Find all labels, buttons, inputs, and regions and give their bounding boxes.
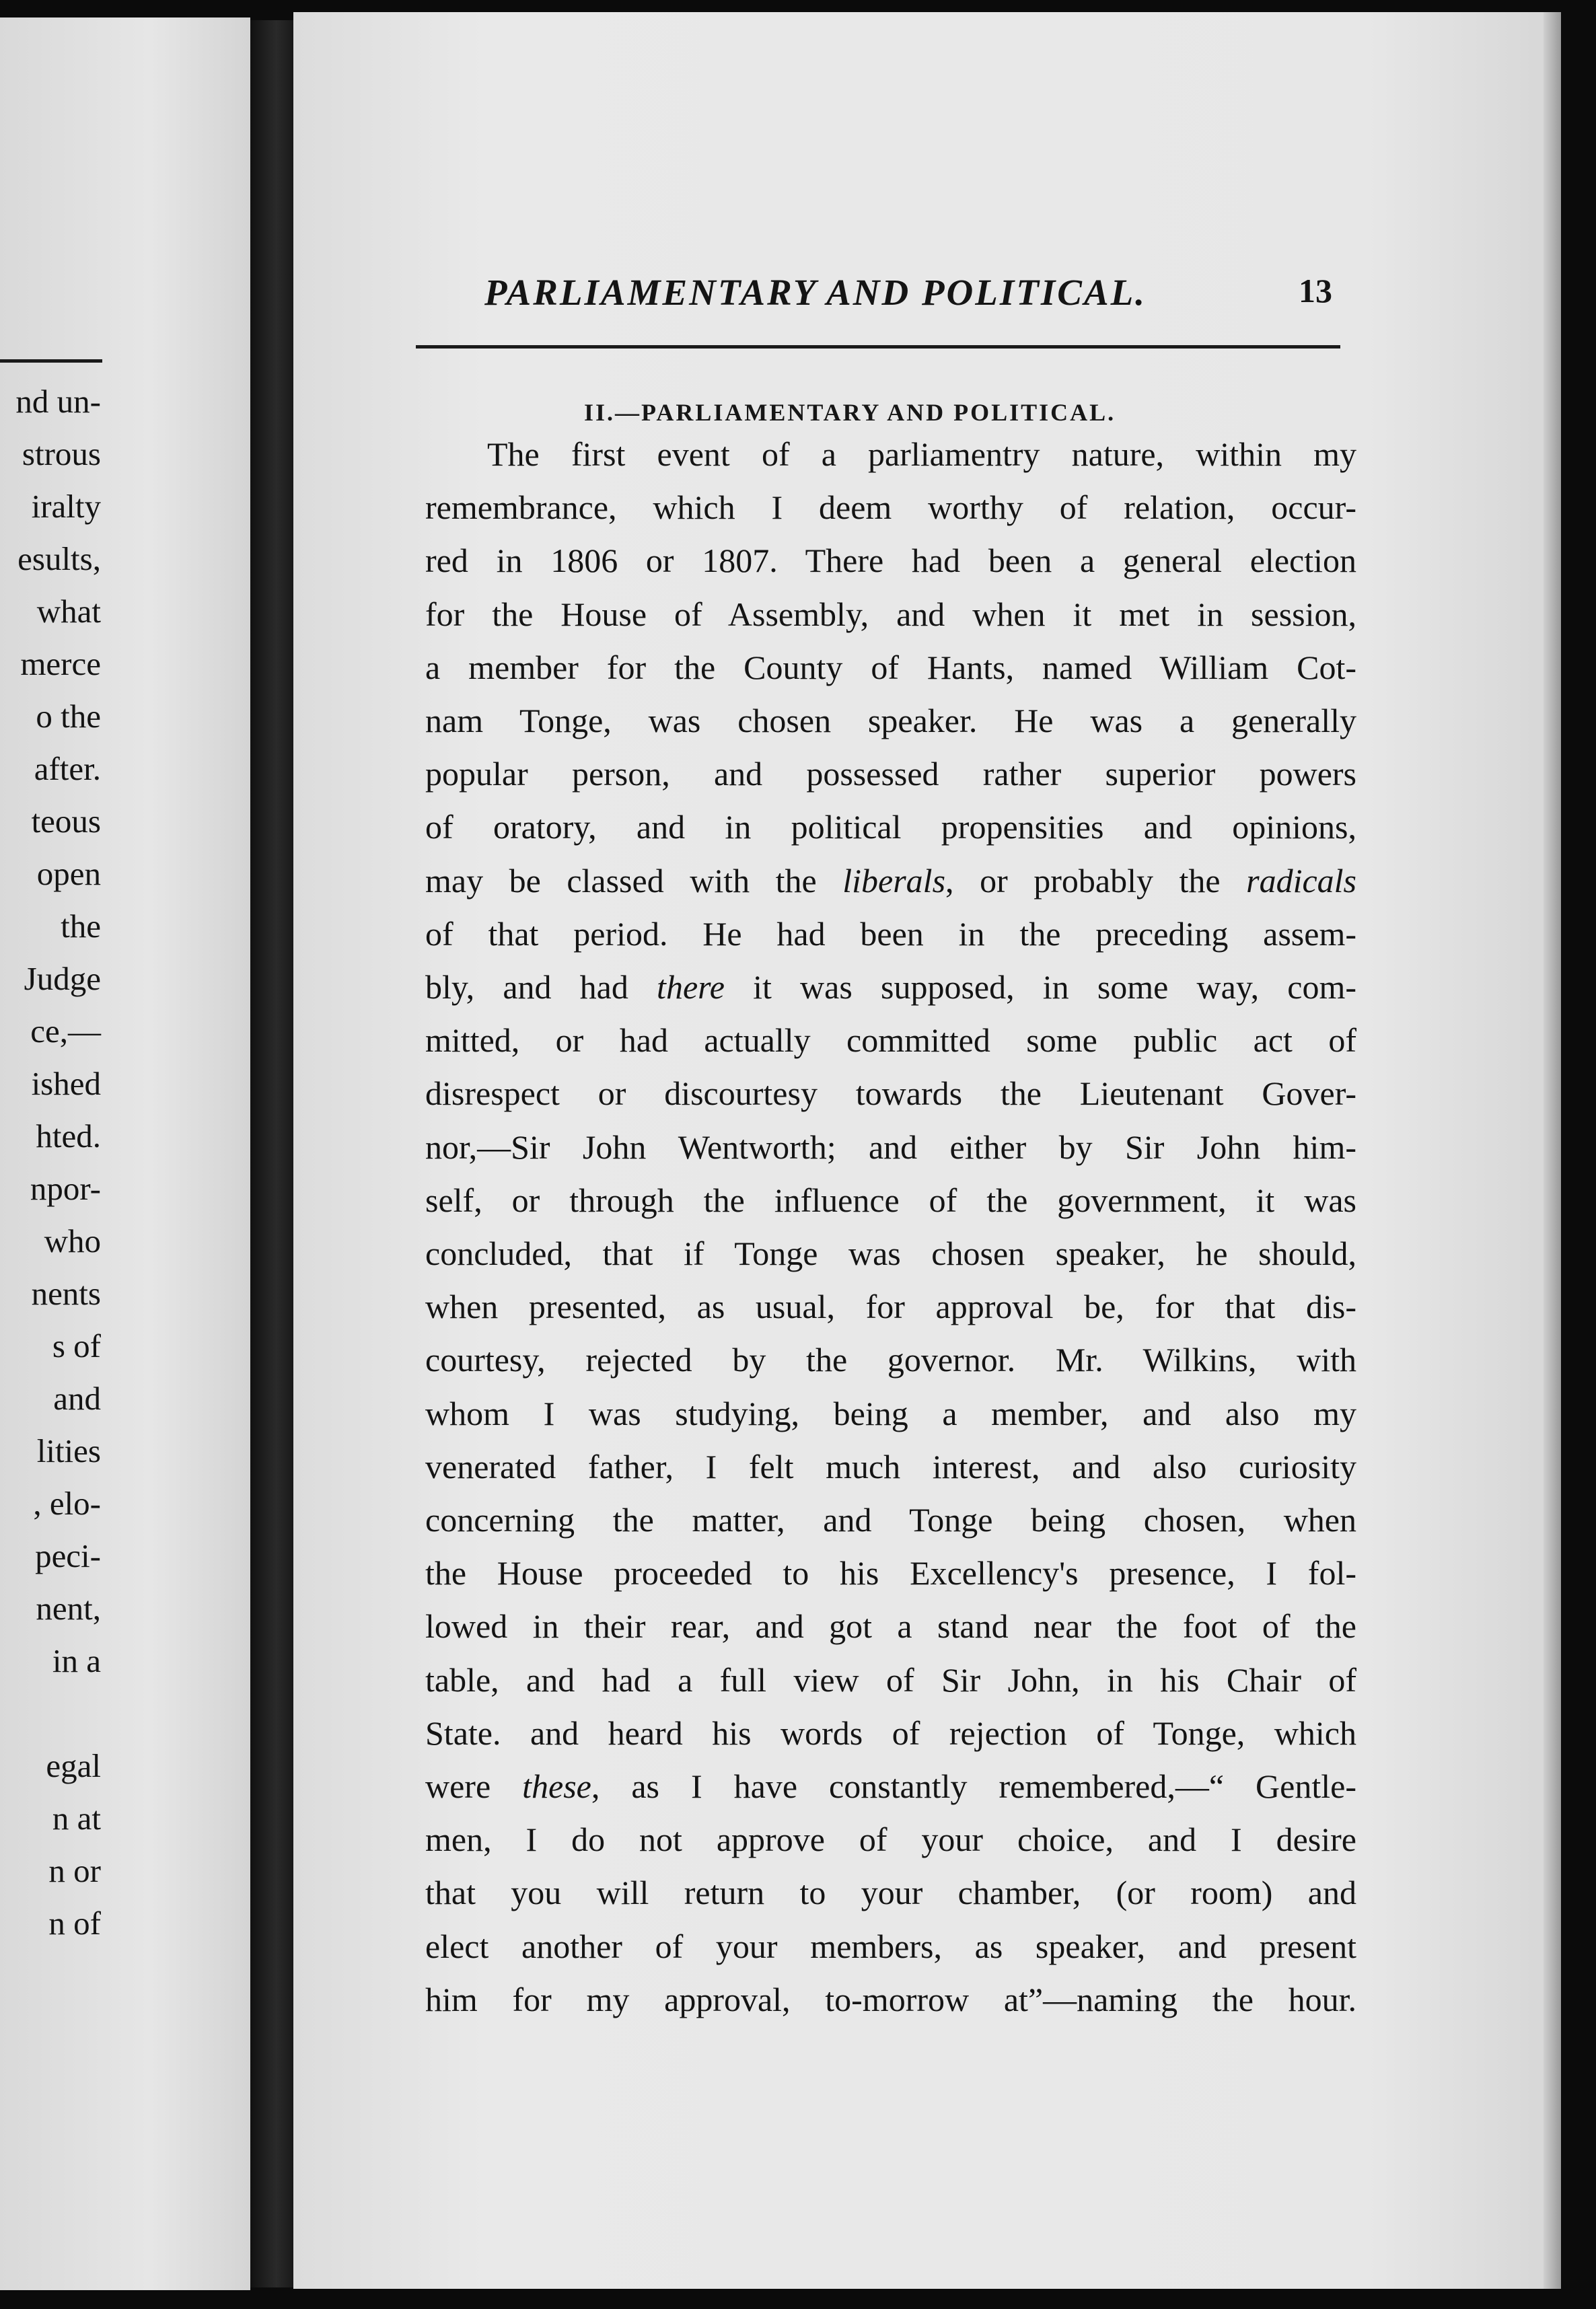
left-page-line: nents — [31, 1275, 101, 1312]
body-line: for the House of Assembly, and when it met in session, — [425, 595, 1356, 633]
left-page-line: hted. — [36, 1117, 101, 1154]
left-page-line: in a — [52, 1642, 101, 1679]
italic-word: these — [522, 1767, 591, 1805]
body-line: of oratory, and in political propensities and opinions, — [425, 808, 1356, 846]
header-rule — [416, 345, 1340, 349]
left-page-line: what — [36, 593, 101, 630]
left-page-line: Judge — [24, 960, 101, 997]
left-page-line: open — [36, 855, 101, 892]
body-line: were these, as I have constantly remembered,—“ Gentle- — [425, 1767, 1356, 1805]
body-line: nam Tonge, was chosen speaker. He was a generally — [425, 702, 1356, 739]
body-line: red in 1806 or 1807. There had been a general election — [425, 542, 1356, 579]
body-line: self, or through the influence of the government, it was — [425, 1181, 1356, 1219]
left-page-line: peci- — [35, 1537, 101, 1574]
body-line: courtesy, rejected by the governor. Mr. Wilkins, with — [425, 1341, 1356, 1379]
left-page-line: s of — [52, 1327, 101, 1364]
body-line: concerning the matter, and Tonge being chosen, when — [425, 1501, 1356, 1539]
body-line: when presented, as usual, for approval be, for that dis- — [425, 1288, 1356, 1325]
running-head — [484, 271, 1534, 325]
left-page-line: n or — [48, 1852, 101, 1889]
body-line: may be classed with the liberals, or probably the radicals — [425, 862, 1357, 900]
body-line: bly, and had there it was supposed, in some way, com- — [425, 968, 1357, 1006]
current-page — [293, 12, 1558, 2289]
left-page-line: who — [44, 1222, 101, 1259]
left-page-line: the — [61, 908, 101, 945]
body-line: of that period. He had been in the preceding assem- — [425, 915, 1356, 953]
left-page-line: nent, — [36, 1590, 101, 1627]
left-page-header-rule — [0, 359, 102, 363]
body-line: remembrance, which I deem worthy of relation, occur- — [425, 488, 1356, 526]
body-line: mitted, or had actually committed some public act of — [425, 1021, 1356, 1059]
body-line: nor,—Sir John Wentworth; and either by Sir John him- — [425, 1128, 1356, 1166]
left-page-line: n at — [52, 1800, 101, 1837]
left-page-line: teous — [31, 803, 101, 840]
body-line: table, and had a full view of Sir John, in his Chair of — [425, 1661, 1356, 1699]
left-page-line: ce,— — [30, 1013, 101, 1050]
body-line: concluded, that if Tonge was chosen speaker, he should, — [425, 1235, 1356, 1272]
italic-word: there — [657, 968, 725, 1006]
left-page-line: strous — [22, 435, 101, 472]
left-page-line: after. — [34, 750, 101, 787]
body-line: a member for the County of Hants, named William Cot- — [425, 649, 1356, 686]
left-page-line: nd un- — [15, 383, 101, 420]
body-line: State. and heard his words of rejection of Tonge, which — [425, 1714, 1356, 1752]
italic-word: liberals — [842, 862, 946, 900]
left-page-line: and — [53, 1380, 101, 1417]
body-line: lowed in their rear, and got a stand near the foot of the — [425, 1607, 1356, 1645]
left-page-line: , elo- — [33, 1485, 101, 1522]
body-line: that you will return to your chamber, (or room) and — [425, 1874, 1356, 1911]
left-page-line: ished — [31, 1065, 101, 1102]
left-page-line: merce — [20, 645, 101, 682]
body-line: the House proceeded to his Excellency's presence, I fol- — [425, 1554, 1356, 1592]
body-line: men, I do not approve of your choice, and I desire — [425, 1821, 1356, 1858]
body-line: him for my approval, to-morrow at”—naming the hour. — [425, 1981, 1356, 2018]
body-line: elect another of your members, as speaker, and present — [425, 1928, 1356, 1965]
previous-page-fragment — [0, 17, 250, 2290]
left-page-line: esults, — [17, 540, 101, 577]
body-line: venerated father, I felt much interest, and also curiosity — [425, 1448, 1356, 1486]
left-page-line: lities — [36, 1432, 101, 1469]
body-line: popular person, and possessed rather superior powers — [425, 755, 1356, 793]
page-edge — [1544, 12, 1561, 2289]
section-heading: II.—PARLIAMENTARY AND POLITICAL. — [584, 399, 1116, 426]
left-page-line: egal — [46, 1747, 101, 1784]
left-page-line: npor- — [30, 1170, 101, 1207]
body-line: The first event of a parliamentry nature, within my — [487, 435, 1356, 473]
page-number: 13 — [1299, 272, 1332, 309]
left-page-line: o the — [36, 698, 101, 735]
book-gutter — [250, 20, 297, 2287]
italic-word: radicals — [1246, 862, 1357, 900]
left-page-line: n of — [48, 1905, 101, 1942]
body-line: disrespect or discourtesy towards the Lieutenant Gover- — [425, 1074, 1356, 1112]
running-title: PARLIAMENTARY AND POLITICAL. — [484, 272, 1147, 313]
body-line: whom I was studying, being a member, and also my — [425, 1395, 1356, 1432]
left-page-line: iralty — [31, 488, 101, 525]
